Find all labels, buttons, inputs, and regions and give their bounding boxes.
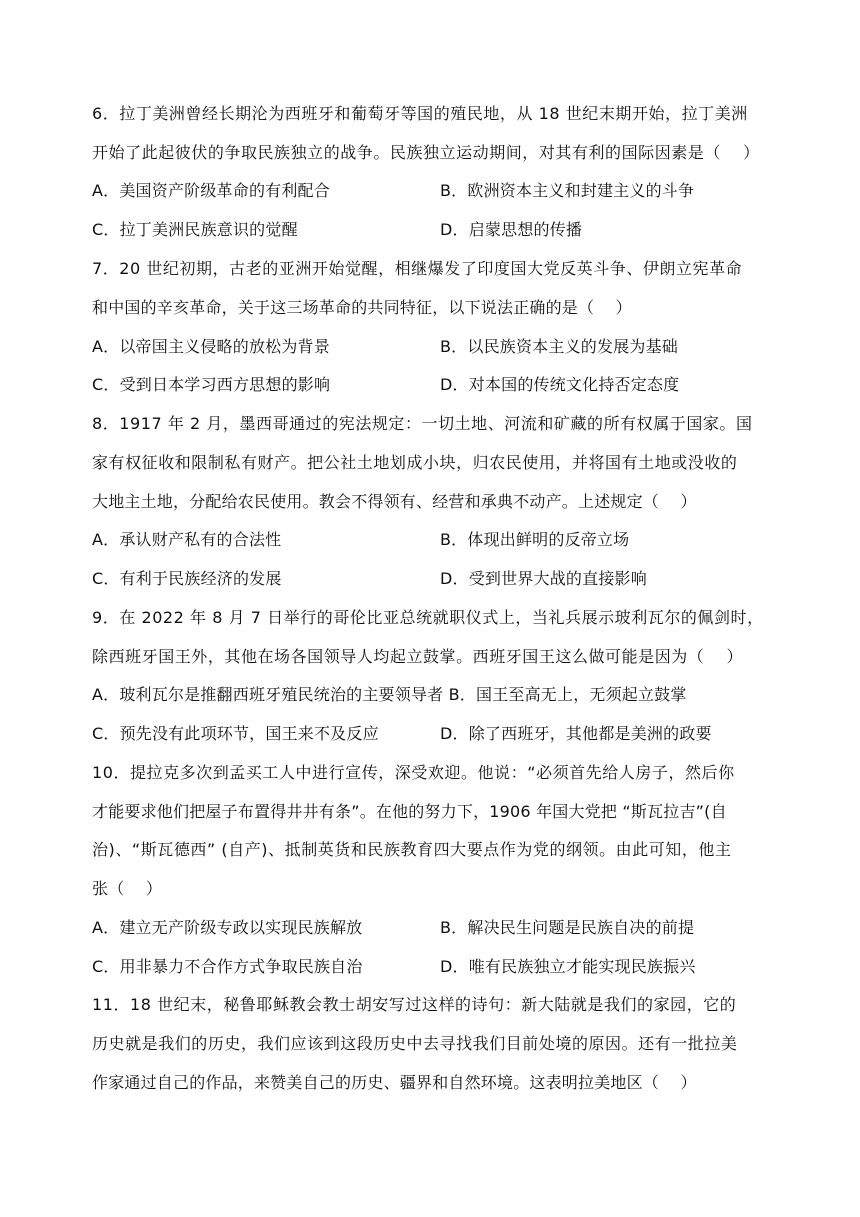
q8-stem-line-1: 8．1917 年 2 月，墨西哥通过的宪法规定：一切土地、河流和矿藏的所有权属于国家。国 [92,414,753,433]
q7-stem-line-2: 和中国的辛亥革命，关于这三场革命的共同特征，以下说法正确的是（ ） [92,298,632,317]
q9-option-c: C．预先没有此项环节，国王来不及反应 [92,724,379,743]
q8-option-d: D．受到世界大战的直接影响 [440,569,647,588]
q6-option-a: A．美国资产阶级革命的有利配合 [92,181,330,200]
q11-stem-line-3: 作家通过自己的作品，来赞美自己的历史、疆界和自然环境。这表明拉美地区（ ） [92,1073,697,1092]
q7-stem-line-1: 7．20 世纪初期，古老的亚洲开始觉醒，相继爆发了印度国大党反英斗争、伊朗立宪革命 [92,259,743,278]
q7-option-a: A．以帝国主义侵略的放松为背景 [92,337,330,356]
q10-option-a: A．建立无产阶级专政以实现民族解放 [92,918,363,937]
q8-option-b: B．体现出鲜明的反帝立场 [440,530,630,549]
q9-stem-line-1: 9．在 2022 年 8 月 7 日举行的哥伦比亚总统就职仪式上，当礼兵展示玻利瓦尔的佩剑时， [92,608,764,627]
q8-option-a: A．承认财产私有的合法性 [92,530,282,549]
q6-stem-line-1: 6．拉丁美洲曾经长期沦为西班牙和葡萄牙等国的殖民地，从 18 世纪末期开始，拉丁美洲 [92,104,748,123]
q11-stem-line-2: 历史就是我们的历史，我们应该到这段历史中去寻找我们目前处境的原因。还有一批拉美 [92,1034,738,1053]
q10-stem-line-2: 才能要求他们把屋子布置得井井有条”。在他的努力下，1906 年国大党把 “斯瓦拉吉”(自 [92,802,727,821]
q10-stem-line-3: 治)、“斯瓦德西” (自产)、抵制英货和民族教育四大要点作为党的纲领。由此可知，他主 [92,840,732,859]
q10-stem-line-4: 张（ ） [92,879,163,898]
q6-option-c: C．拉丁美洲民族意识的觉醒 [92,220,298,239]
q10-option-c: C．用非暴力不合作方式争取民族自治 [92,957,363,976]
q7-option-c: C．受到日本学习西方思想的影响 [92,375,331,394]
q7-option-d: D．对本国的传统文化持否定态度 [440,375,680,394]
q11-stem-line-1: 11．18 世纪末，秘鲁耶稣教会教士胡安写过这样的诗句：新大陆就是我们的家园，它的 [92,995,737,1014]
q8-option-c: C．有利于民族经济的发展 [92,569,282,588]
q9-option-d: D．除了西班牙，其他都是美洲的政要 [440,724,712,743]
q8-stem-line-3: 大地主土地，分配给农民使用。教会不得领有、经营和承典不动产。上述规定（ ） [92,492,697,511]
q9-stem-line-2: 除西班牙国王外，其他在场各国领导人均起立鼓掌。西班牙国王这么做可能是因为（ ） [92,647,744,666]
q10-option-d: D．唯有民族独立才能实现民族振兴 [440,957,696,976]
q6-stem-line-2: 开始了此起彼伏的争取民族独立的战争。民族独立运动期间，对其有利的国际因素是（ ） [92,143,760,162]
q8-stem-line-2: 家有权征收和限制私有财产。把公社土地划成小块，归农民使用，并将国有土地或没收的 [92,453,738,472]
q7-option-b: B．以民族资本主义的发展为基础 [440,337,678,356]
q10-option-b: B．解决民生问题是民族自决的前提 [440,918,695,937]
q10-stem-line-1: 10．提拉克多次到孟买工人中进行宣传，深受欢迎。他说：“必须首先给人房子，然后你 [92,763,735,782]
q9-option-a-b: A．玻利瓦尔是推翻西班牙殖民统治的主要领导者 B．国王至高无上，无须起立鼓掌 [92,685,687,704]
q6-option-b: B．欧洲资本主义和封建主义的斗争 [440,181,695,200]
q6-option-d: D．启蒙思想的传播 [440,220,583,239]
